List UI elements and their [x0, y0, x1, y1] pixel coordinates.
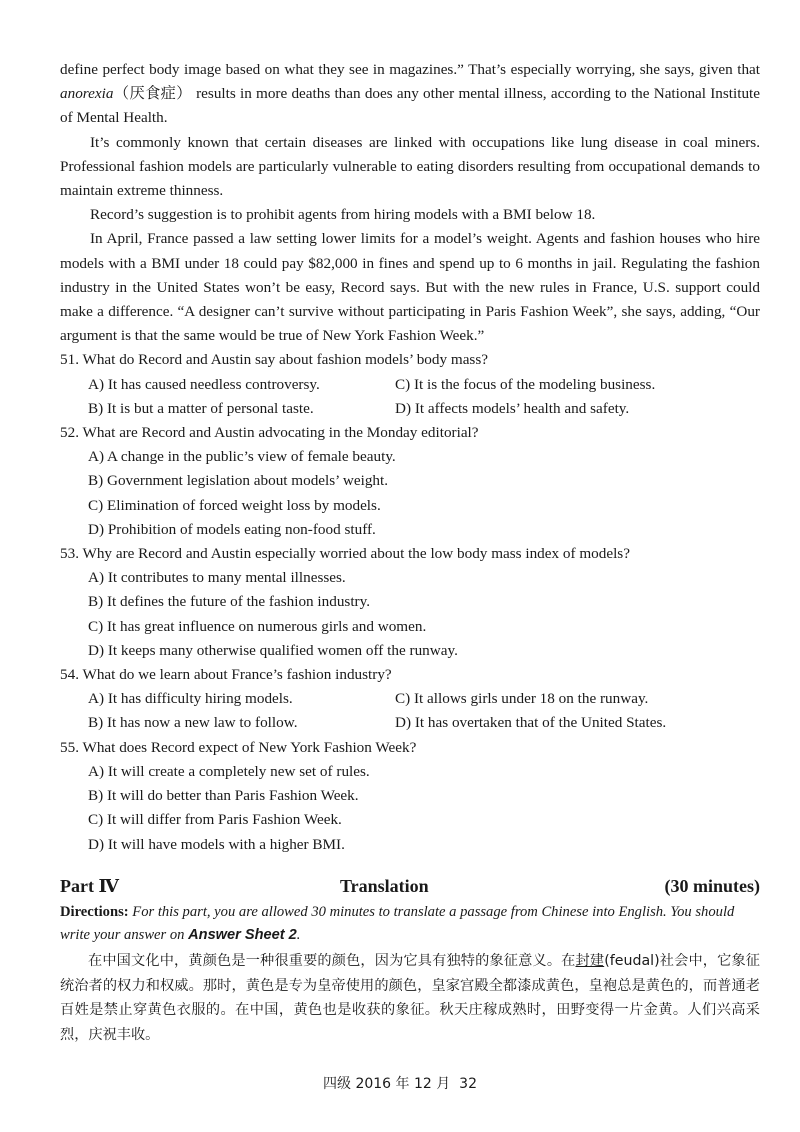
options-row [88, 373, 760, 397]
options-row [88, 687, 760, 711]
option-c: C) It is the focus of the modeling business. [395, 375, 656, 393]
option-d: D) It affects models’ health and safety. [395, 399, 630, 417]
option-a: A) It has caused needless controversy. [88, 375, 320, 393]
directions-end: . [296, 926, 301, 943]
translation-passage [60, 949, 760, 1048]
options-row [88, 397, 760, 421]
question-52: 52. What are Record and Austin advocating in the Monday editorial? [60, 424, 479, 442]
option-d: D) It has overtaken that of the United States. [395, 714, 667, 732]
exam-label: 四级 2016 年 12 月 [323, 1076, 451, 1092]
question-53: 53. Why are Record and Austin especially worried about the low body mass index of models? [60, 545, 630, 563]
term-anorexia: anorexia [60, 85, 114, 103]
option-b: B) It defines the future of the fashion industry. [88, 593, 371, 611]
option-c: C) It has great influence on numerous girls and women. [88, 617, 427, 635]
answer-sheet-label: Answer Sheet 2 [188, 926, 297, 943]
translation-text: 在中国文化中，黄颜色是一种很重要的颜色，因为它具有独特的象征意义。在 [88, 952, 576, 969]
option-a: A) It contributes to many mental illnesses. [88, 569, 346, 587]
option-d: D) It keeps many otherwise qualified women off the runway. [88, 641, 458, 659]
option-c: C) It allows girls under 18 on the runway. [395, 690, 649, 708]
content [60, 58, 760, 1048]
term-chinese-gloss: （厌食症） [113, 85, 192, 103]
option-b: B) It has now a new law to follow. [88, 714, 298, 732]
option-d: D) It will have models with a higher BMI. [88, 835, 345, 853]
part-time: (30 minutes) [664, 875, 760, 896]
translation-text: (feudal)社会中，它象征统治者的权力和权威。那时，黄色是专为皇帝使用的颜色，皇家宫殿全都漆成黄色，皇袍总是黄色的，而普通老百姓是禁止穿黄色衣服的。在中国，黄色也是收获的象征。秋天庄稼成熟时，田野变得一片金黄。人们兴高采烈，庆祝丰收。 [60, 952, 760, 1044]
passage-paragraph-3: Record’s suggestion is to prohibit agents from hiring models with a BMI below 18. [90, 206, 596, 224]
part-number: Part Ⅳ [60, 875, 119, 896]
option-c: C) Elimination of forced weight loss by models. [88, 496, 381, 514]
passage-text: define perfect body image based on what they see in magazines.” That’s especially worrying, she says, given that [60, 61, 760, 78]
option-b: B) Government legislation about models’ weight. [88, 472, 389, 490]
option-a: A) It will create a completely new set of rules. [88, 762, 370, 780]
option-a: A) A change in the public’s view of female beauty. [88, 448, 396, 466]
page-number: 32 [459, 1076, 477, 1092]
option-d: D) Prohibition of models eating non-food stuff. [88, 520, 376, 538]
passage-paragraph-4: In April, France passed a law setting lower limits for a model’s weight. Agents and fashion houses who hire models with a BMI under 18 could pay $82,000 in fines and spend up to 6 months in jail. Regulating the fashion industry in the United States won’t be easy, Record says. But with the new rules in France, U.S. support could make a difference. “A designer can’t survive without participating in Paris Fashion Week”, she says, adding, “Our argument is that the same would be true of New York Fashion Week.” [60, 230, 760, 345]
option-a: A) It has difficulty hiring models. [88, 690, 293, 708]
passage-paragraph-2: It’s commonly known that certain diseases are linked with occupations like lung disease in coal miners. Professional fashion models are particularly vulnerable to eating disorders resulting from occupational demands to maintain extreme thinness. [60, 133, 760, 200]
question-51: 51. What do Record and Austin say about fashion models’ body mass? [60, 351, 488, 369]
part-heading [60, 871, 760, 901]
directions-label: Directions: [60, 903, 129, 920]
part-title: Translation [340, 875, 429, 896]
option-b: B) It will do better than Paris Fashion Week. [88, 787, 359, 805]
passage-paragraph-1 [60, 58, 760, 131]
option-b: B) It is but a matter of personal taste. [88, 399, 314, 417]
term-feudal: 封建 [575, 952, 605, 969]
directions [60, 901, 760, 947]
question-54: 54. What do we learn about France’s fashion industry? [60, 666, 392, 684]
question-55: 55. What does Record expect of New York Fashion Week? [60, 738, 417, 756]
options-row [88, 711, 760, 735]
directions-text: For this part, you are allowed 30 minutes to translate a passage from Chinese into English. You should write your answer on [60, 903, 735, 943]
passage-text: results in more deaths than does any other mental illness, according to the National Institute of Mental Health. [60, 85, 761, 127]
option-c: C) It will differ from Paris Fashion Week. [88, 811, 342, 829]
page-footer [0, 1073, 800, 1093]
